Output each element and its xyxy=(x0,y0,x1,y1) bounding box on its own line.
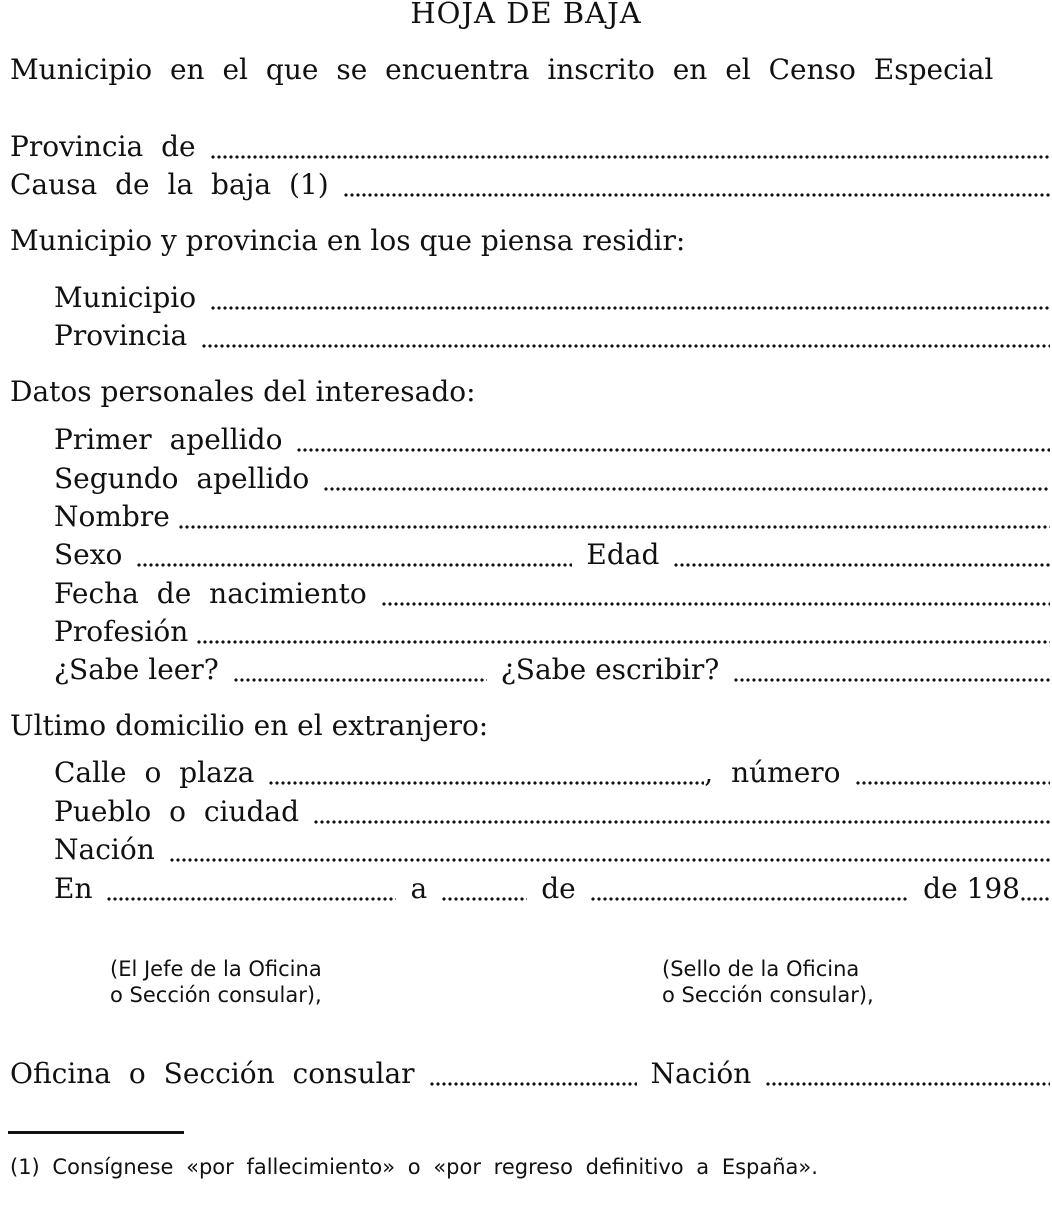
edad-dotted-line xyxy=(673,538,1050,572)
nacion-label: Nación xyxy=(54,833,155,866)
segundo-apellido-row[interactable] xyxy=(54,462,1050,496)
residir-municipio-label: Municipio xyxy=(54,281,197,314)
dia-dotted-line xyxy=(441,872,527,906)
jefe-line-2: o Sección consular), xyxy=(110,983,322,1007)
calle-numero-row[interactable] xyxy=(54,756,1050,790)
provincia-de-row[interactable] xyxy=(10,130,1050,164)
edad-label: Edad xyxy=(586,538,660,571)
fecha-nacimiento-row[interactable] xyxy=(54,577,1050,611)
pueblo-ciudad-row[interactable] xyxy=(54,795,1050,829)
jefe-oficina-signature-label xyxy=(110,956,322,1008)
sello-line-1: (Sello de la Oficina xyxy=(662,957,860,981)
a-label: a xyxy=(410,872,428,905)
en-label: En xyxy=(54,872,93,905)
profesion-dotted-line xyxy=(196,615,1050,649)
mes-dotted-line xyxy=(590,872,909,906)
numero-label: , número xyxy=(704,756,841,789)
residir-municipio-row[interactable] xyxy=(54,281,1050,315)
domicilio-heading: Ultimo domicilio en el extranjero: xyxy=(10,709,489,742)
nombre-row[interactable] xyxy=(54,500,1050,534)
nombre-label: Nombre xyxy=(54,500,170,533)
sabe-leer-escribir-row[interactable] xyxy=(54,653,1050,687)
sabe-escribir-dotted-line xyxy=(733,653,1050,687)
calle-label: Calle o plaza xyxy=(54,756,255,789)
causa-baja-dotted-line xyxy=(343,168,1050,202)
de-label: de xyxy=(541,872,576,905)
oficina-dotted-line xyxy=(429,1057,637,1091)
sabe-escribir-label: ¿Sabe escribir? xyxy=(500,653,720,686)
nacion-row[interactable] xyxy=(54,833,1050,867)
pueblo-ciudad-label: Pueblo o ciudad xyxy=(54,795,300,828)
year-prefix-label: de 198 xyxy=(923,872,1020,905)
sello-line-2: o Sección consular), xyxy=(662,983,874,1007)
oficina-nacion-label: Nación xyxy=(650,1057,752,1090)
profesion-label: Profesión xyxy=(54,615,189,648)
residir-heading: Municipio y provincia en los que piensa residir: xyxy=(10,224,686,257)
footnote: (1) Consígnese «por fallecimiento» o «por regreso definitivo a España». xyxy=(10,1155,818,1179)
footnote-divider xyxy=(8,1131,184,1134)
datos-heading-row xyxy=(10,375,1050,409)
sabe-leer-label: ¿Sabe leer? xyxy=(54,653,219,686)
sexo-label: Sexo xyxy=(54,538,123,571)
primer-apellido-dotted-line xyxy=(296,423,1050,457)
municipio-censo-label: Municipio en el que se encuentra inscrito en el Censo Especial xyxy=(10,53,994,86)
segundo-apellido-dotted-line xyxy=(323,462,1050,496)
en-dotted-line xyxy=(106,872,396,906)
domicilio-heading-row xyxy=(10,709,1050,743)
oficina-nacion-dotted-line xyxy=(765,1057,1050,1091)
fecha-nacimiento-label: Fecha de nacimiento xyxy=(54,577,367,610)
provincia-de-label: Provincia de xyxy=(10,130,196,163)
segundo-apellido-label: Segundo apellido xyxy=(54,462,310,495)
causa-baja-row[interactable] xyxy=(10,168,1050,202)
residir-provincia-row[interactable] xyxy=(54,319,1050,353)
calle-dotted-line xyxy=(268,756,704,790)
numero-dotted-line xyxy=(855,756,1050,790)
provincia-de-dotted-line xyxy=(210,130,1050,164)
sexo-edad-row[interactable] xyxy=(54,538,1050,572)
sello-oficina-label xyxy=(662,956,874,1008)
oficina-label: Oficina o Sección consular xyxy=(10,1057,415,1090)
oficina-nacion-row[interactable] xyxy=(10,1057,1050,1091)
jefe-line-1: (El Jefe de la Oficina xyxy=(110,957,322,981)
profesion-row[interactable] xyxy=(54,615,1050,649)
datos-heading: Datos personales del interesado: xyxy=(10,375,476,408)
residir-provincia-label: Provincia xyxy=(54,319,188,352)
residir-municipio-dotted-line xyxy=(210,281,1050,315)
pueblo-ciudad-dotted-line xyxy=(313,795,1050,829)
sexo-dotted-line xyxy=(136,538,572,572)
nacion-dotted-line xyxy=(169,833,1050,867)
sabe-leer-dotted-line xyxy=(233,653,487,687)
year-dotted-line xyxy=(1020,872,1050,906)
nombre-dotted-line xyxy=(178,500,1050,534)
fecha-nacimiento-dotted-line xyxy=(381,577,1050,611)
causa-baja-label: Causa de la baja (1) xyxy=(10,168,329,201)
municipio-censo-label-row xyxy=(10,53,1050,87)
form-title: HOJA DE BAJA xyxy=(410,0,642,30)
residir-heading-row xyxy=(10,224,1050,258)
fecha-lugar-row[interactable] xyxy=(54,872,1050,906)
primer-apellido-row[interactable] xyxy=(54,423,1050,457)
residir-provincia-dotted-line xyxy=(201,319,1050,353)
primer-apellido-label: Primer apellido xyxy=(54,423,283,456)
